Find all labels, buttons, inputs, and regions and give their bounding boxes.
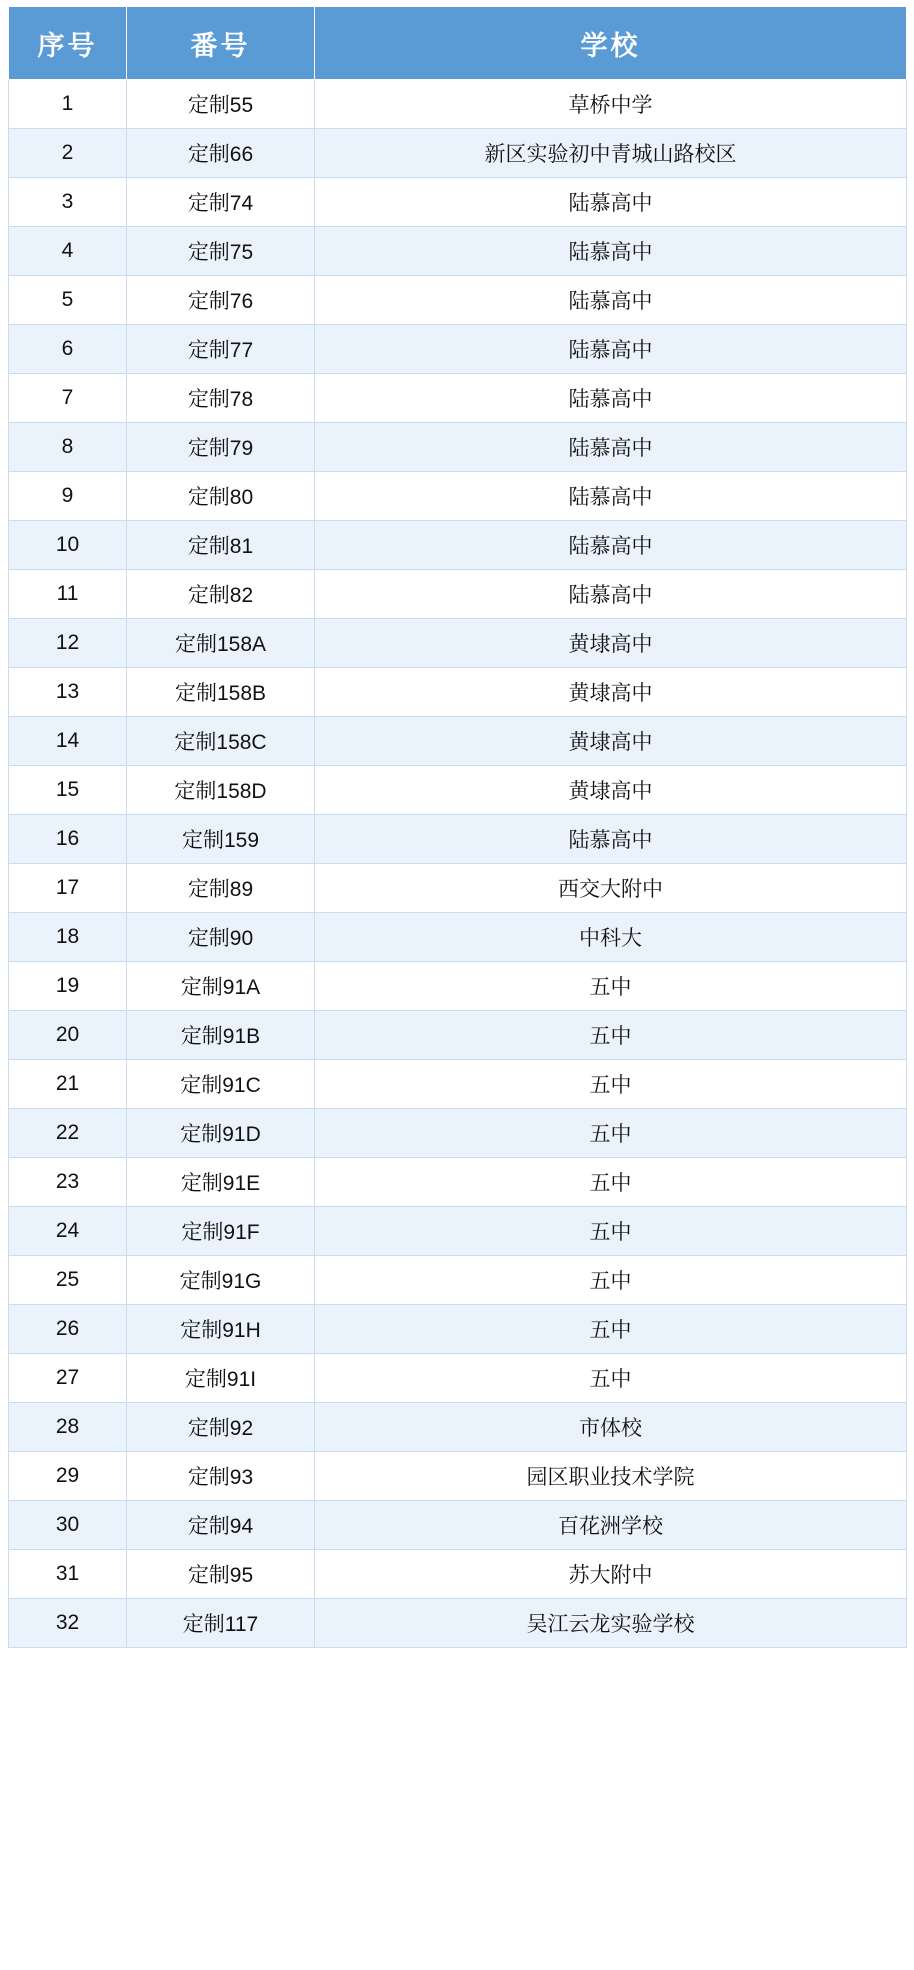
cell-school: 百花洲学校 xyxy=(315,1501,907,1550)
cell-school: 五中 xyxy=(315,1011,907,1060)
cell-school: 苏大附中 xyxy=(315,1550,907,1599)
cell-school: 五中 xyxy=(315,1256,907,1305)
table-row xyxy=(9,1550,907,1599)
table-row xyxy=(9,374,907,423)
cell-route-number: 定制158A xyxy=(127,619,315,668)
cell-route-number: 定制158B xyxy=(127,668,315,717)
table-row xyxy=(9,80,907,129)
table-body xyxy=(9,80,907,1648)
table-header xyxy=(9,7,907,80)
cell-route-number: 定制91G xyxy=(127,1256,315,1305)
table-header-row xyxy=(9,7,907,80)
cell-seq: 12 xyxy=(9,619,127,668)
cell-route-number: 定制95 xyxy=(127,1550,315,1599)
cell-seq: 16 xyxy=(9,815,127,864)
cell-school: 陆慕高中 xyxy=(315,276,907,325)
cell-school: 五中 xyxy=(315,1207,907,1256)
table-row xyxy=(9,766,907,815)
cell-route-number: 定制91D xyxy=(127,1109,315,1158)
table-row xyxy=(9,1599,907,1648)
table-row xyxy=(9,668,907,717)
cell-route-number: 定制81 xyxy=(127,521,315,570)
cell-route-number: 定制91H xyxy=(127,1305,315,1354)
cell-school: 五中 xyxy=(315,1060,907,1109)
column-header-route-number: 番号 xyxy=(127,7,315,80)
cell-route-number: 定制90 xyxy=(127,913,315,962)
cell-school: 五中 xyxy=(315,1158,907,1207)
cell-seq: 13 xyxy=(9,668,127,717)
cell-route-number: 定制66 xyxy=(127,129,315,178)
cell-school: 西交大附中 xyxy=(315,864,907,913)
table-row xyxy=(9,472,907,521)
cell-route-number: 定制159 xyxy=(127,815,315,864)
cell-route-number: 定制80 xyxy=(127,472,315,521)
cell-seq: 7 xyxy=(9,374,127,423)
cell-route-number: 定制91C xyxy=(127,1060,315,1109)
cell-seq: 26 xyxy=(9,1305,127,1354)
cell-school: 五中 xyxy=(315,1305,907,1354)
cell-school: 陆慕高中 xyxy=(315,325,907,374)
cell-school: 陆慕高中 xyxy=(315,423,907,472)
school-route-table xyxy=(8,6,907,1648)
cell-school: 陆慕高中 xyxy=(315,815,907,864)
cell-school: 陆慕高中 xyxy=(315,570,907,619)
cell-school: 吴江云龙实验学校 xyxy=(315,1599,907,1648)
cell-seq: 32 xyxy=(9,1599,127,1648)
cell-school: 陆慕高中 xyxy=(315,227,907,276)
cell-school: 五中 xyxy=(315,1354,907,1403)
cell-seq: 10 xyxy=(9,521,127,570)
cell-seq: 30 xyxy=(9,1501,127,1550)
cell-route-number: 定制91F xyxy=(127,1207,315,1256)
table-row xyxy=(9,1158,907,1207)
cell-route-number: 定制55 xyxy=(127,80,315,129)
cell-school: 黄埭高中 xyxy=(315,717,907,766)
cell-seq: 18 xyxy=(9,913,127,962)
table-row xyxy=(9,1305,907,1354)
table-row xyxy=(9,1403,907,1452)
cell-route-number: 定制93 xyxy=(127,1452,315,1501)
table-row xyxy=(9,619,907,668)
cell-school: 草桥中学 xyxy=(315,80,907,129)
cell-seq: 15 xyxy=(9,766,127,815)
cell-seq: 31 xyxy=(9,1550,127,1599)
table-row xyxy=(9,1354,907,1403)
cell-seq: 14 xyxy=(9,717,127,766)
table-row xyxy=(9,423,907,472)
cell-school: 陆慕高中 xyxy=(315,521,907,570)
cell-school: 陆慕高中 xyxy=(315,178,907,227)
cell-school: 黄埭高中 xyxy=(315,619,907,668)
cell-route-number: 定制91I xyxy=(127,1354,315,1403)
cell-route-number: 定制82 xyxy=(127,570,315,619)
cell-seq: 8 xyxy=(9,423,127,472)
column-header-school: 学校 xyxy=(315,7,907,80)
cell-school: 园区职业技术学院 xyxy=(315,1452,907,1501)
cell-route-number: 定制94 xyxy=(127,1501,315,1550)
table-row xyxy=(9,1452,907,1501)
table-row xyxy=(9,325,907,374)
cell-seq: 9 xyxy=(9,472,127,521)
cell-route-number: 定制79 xyxy=(127,423,315,472)
table-row xyxy=(9,521,907,570)
cell-route-number: 定制158C xyxy=(127,717,315,766)
table-row xyxy=(9,864,907,913)
cell-school: 陆慕高中 xyxy=(315,374,907,423)
table-row xyxy=(9,717,907,766)
table-row xyxy=(9,962,907,1011)
cell-route-number: 定制92 xyxy=(127,1403,315,1452)
cell-seq: 17 xyxy=(9,864,127,913)
cell-seq: 25 xyxy=(9,1256,127,1305)
cell-seq: 29 xyxy=(9,1452,127,1501)
cell-route-number: 定制78 xyxy=(127,374,315,423)
table-row xyxy=(9,815,907,864)
cell-route-number: 定制89 xyxy=(127,864,315,913)
cell-seq: 20 xyxy=(9,1011,127,1060)
cell-route-number: 定制158D xyxy=(127,766,315,815)
cell-school: 黄埭高中 xyxy=(315,766,907,815)
table-row xyxy=(9,1256,907,1305)
cell-route-number: 定制75 xyxy=(127,227,315,276)
cell-school: 五中 xyxy=(315,962,907,1011)
cell-seq: 27 xyxy=(9,1354,127,1403)
cell-school: 黄埭高中 xyxy=(315,668,907,717)
cell-route-number: 定制77 xyxy=(127,325,315,374)
cell-seq: 19 xyxy=(9,962,127,1011)
cell-route-number: 定制74 xyxy=(127,178,315,227)
table-row xyxy=(9,1060,907,1109)
cell-route-number: 定制76 xyxy=(127,276,315,325)
table-row xyxy=(9,178,907,227)
cell-seq: 23 xyxy=(9,1158,127,1207)
cell-seq: 6 xyxy=(9,325,127,374)
table-row xyxy=(9,570,907,619)
table-row xyxy=(9,1501,907,1550)
cell-seq: 2 xyxy=(9,129,127,178)
cell-school: 五中 xyxy=(315,1109,907,1158)
cell-route-number: 定制91B xyxy=(127,1011,315,1060)
column-header-seq: 序号 xyxy=(9,7,127,80)
cell-seq: 11 xyxy=(9,570,127,619)
cell-school: 陆慕高中 xyxy=(315,472,907,521)
table-row xyxy=(9,227,907,276)
cell-school: 中科大 xyxy=(315,913,907,962)
cell-route-number: 定制91E xyxy=(127,1158,315,1207)
cell-seq: 22 xyxy=(9,1109,127,1158)
table-row xyxy=(9,1011,907,1060)
cell-seq: 24 xyxy=(9,1207,127,1256)
table-row xyxy=(9,1109,907,1158)
cell-school: 新区实验初中青城山路校区 xyxy=(315,129,907,178)
cell-seq: 28 xyxy=(9,1403,127,1452)
cell-seq: 4 xyxy=(9,227,127,276)
cell-seq: 3 xyxy=(9,178,127,227)
table-row xyxy=(9,1207,907,1256)
table-row xyxy=(9,129,907,178)
cell-seq: 21 xyxy=(9,1060,127,1109)
table-row xyxy=(9,913,907,962)
cell-seq: 1 xyxy=(9,80,127,129)
cell-route-number: 定制91A xyxy=(127,962,315,1011)
cell-school: 市体校 xyxy=(315,1403,907,1452)
cell-route-number: 定制117 xyxy=(127,1599,315,1648)
cell-seq: 5 xyxy=(9,276,127,325)
table-row xyxy=(9,276,907,325)
